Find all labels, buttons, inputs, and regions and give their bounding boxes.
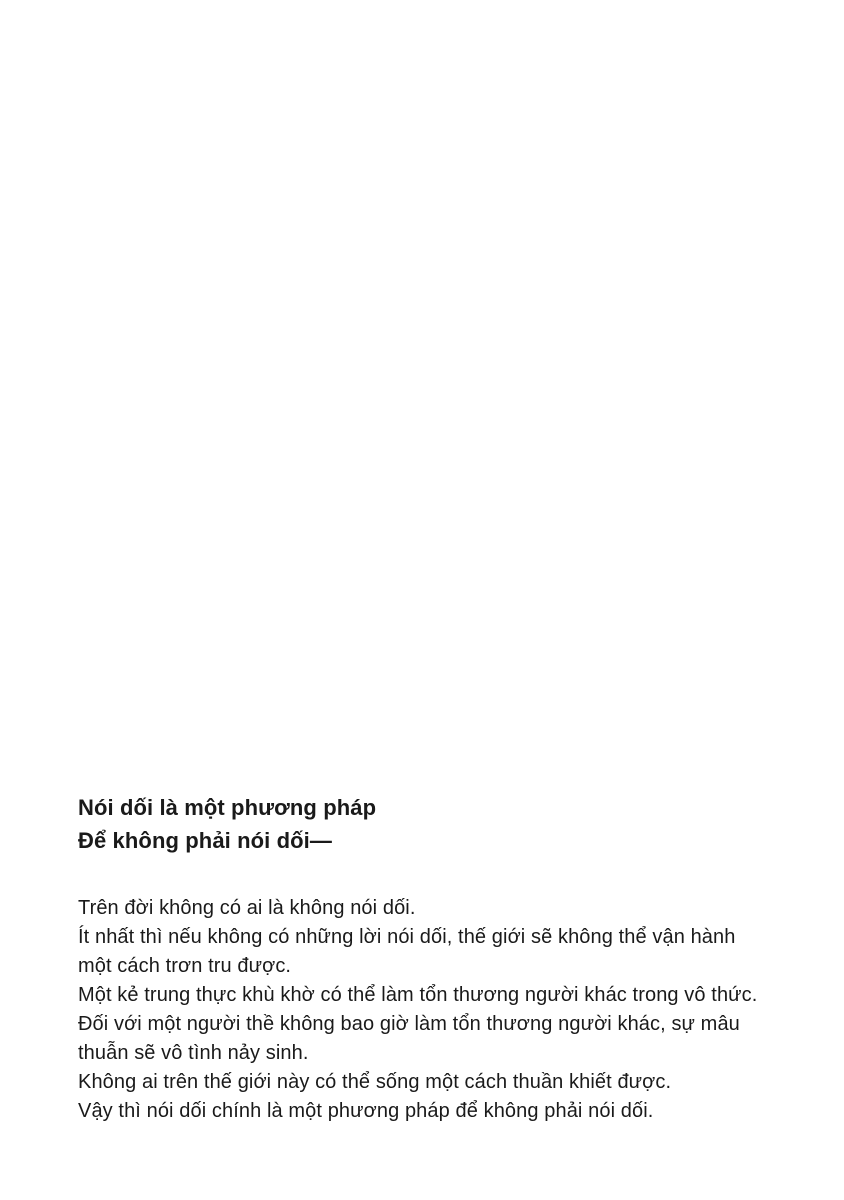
poem-body-line: một cách trơn tru được.: [78, 955, 292, 977]
poem-body-line: Không ai trên thế giới này có thể sống một cách thuần khiết được.: [78, 1071, 672, 1093]
poem-title-line: Để không phải nói dối—: [78, 828, 332, 853]
title-body-gap: [78, 857, 788, 894]
poem-body-line: Ít nhất thì nếu không có những lời nói dối, thế giới sẽ không thể vận hành: [78, 926, 736, 948]
poem-body-line: thuẫn sẽ vô tình nảy sinh.: [78, 1042, 309, 1064]
poem-title-line: Nói dối là một phương pháp: [78, 795, 377, 820]
poem-body-line: Một kẻ trung thực khù khờ có thể làm tổn thương người khác trong vô thức.: [78, 984, 758, 1006]
text-block: [78, 791, 788, 1126]
poem-body-line: Đối với một người thề không bao giờ làm tổn thương người khác, sự mâu: [78, 1013, 740, 1035]
poem-body-line: Trên đời không có ai là không nói dối.: [78, 897, 416, 919]
poem-body-line: Vậy thì nói dối chính là một phương pháp để không phải nói dối.: [78, 1100, 654, 1122]
